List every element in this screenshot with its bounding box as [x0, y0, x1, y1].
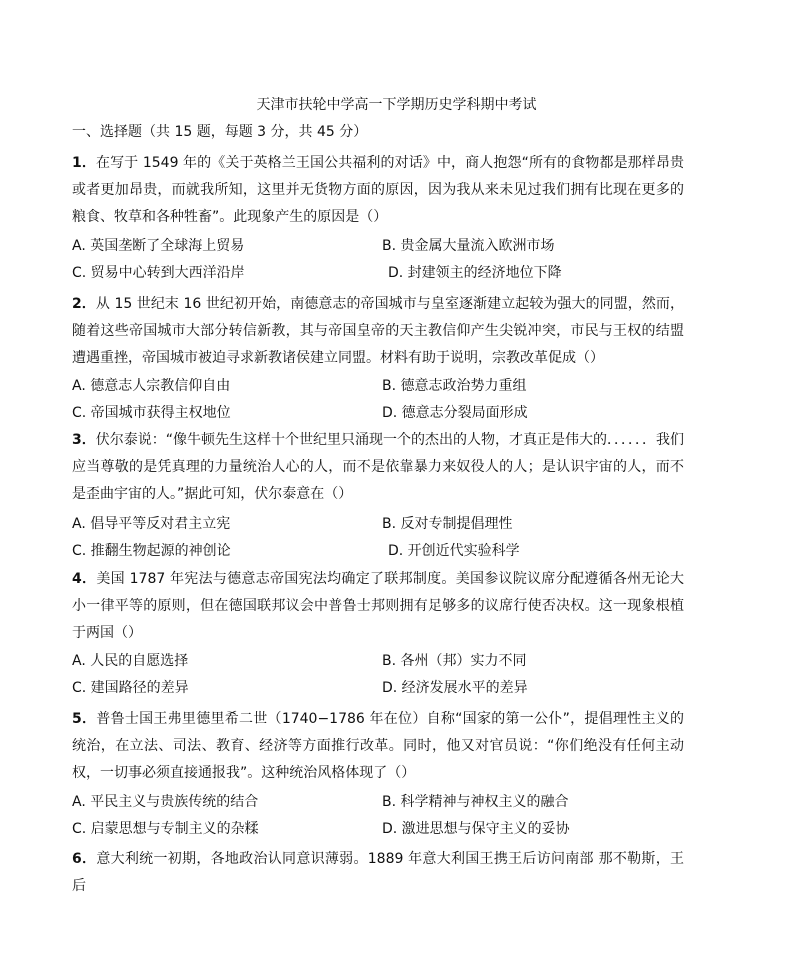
option-c: C. 建国路径的差异	[72, 680, 189, 696]
option-a: A. 德意志人宗教信仰自由	[72, 378, 231, 394]
question-5-options	[72, 789, 684, 843]
question-number: 1．	[72, 155, 96, 171]
option-d: D. 封建领主的经济地位下降	[388, 265, 562, 281]
question-number: 6．	[72, 851, 97, 867]
question-number: 3．	[72, 432, 96, 448]
option-b: B. 德意志政治势力重组	[382, 378, 527, 394]
option-d: D. 德意志分裂局面形成	[382, 405, 528, 421]
option-a: A. 人民的自愿选择	[72, 653, 189, 669]
question-text: 伏尔泰说：“像牛顿先生这样十个世纪里只涌现一个的杰出的人物，才真正是伟大的．．．．．．我们应当尊敬的是凭真理的力量统治人心的人，而不是依靠暴力来奴役人的人；是认识宇宙的人，而不是歪曲宇宙的人。”据此可知，伏尔泰意在（）	[72, 432, 685, 502]
question-2-options	[72, 373, 684, 427]
option-c: C. 推翻生物起源的神创论	[72, 543, 231, 559]
question-3	[72, 427, 684, 508]
question-1	[72, 150, 684, 231]
option-b: B. 反对专制提倡理性	[382, 516, 513, 532]
option-a: A. 英国垄断了全球海上贸易	[72, 238, 245, 254]
exam-title: 天津市扶轮中学高一下学期历史学科期中考试	[256, 97, 537, 113]
question-3-options	[72, 511, 684, 565]
option-b: B. 各州（邦）实力不同	[382, 653, 527, 669]
question-text: 在写于 1549 年的《关于英格兰王国公共福利的对话》中，商人抱怨“所有的食物都是那样昂贵或者更加昂贵，而就我所知，这里并无货物方面的原因，因为我从来未见过我们拥有比现在更多的粮食、牧草和各种牲畜”。此现象产生的原因是（）	[72, 155, 685, 225]
option-a: A. 倡导平等反对君主立宪	[72, 516, 231, 532]
question-6	[72, 846, 684, 900]
question-number: 5．	[72, 711, 97, 727]
option-b: B. 科学精神与神权主义的融合	[382, 794, 569, 810]
question-2	[72, 291, 684, 372]
option-c: C. 贸易中心转到大西洋沿岸	[72, 265, 245, 281]
section-heading: 一、选择题（共 15 题，每题 3 分，共 45 分）	[72, 124, 368, 140]
question-text: 意大利统一初期，各地政治认同意识薄弱。1889 年意大利国王携王后访问南部 那不勒斯，王后	[72, 851, 685, 894]
question-1-options	[72, 233, 684, 287]
option-c: C. 帝国城市获得主权地位	[72, 405, 231, 421]
option-a: A. 平民主义与贵族传统的结合	[72, 794, 259, 810]
option-d: D. 开创近代实验科学	[388, 543, 520, 559]
question-number: 4．	[72, 571, 97, 587]
option-b: B. 贵金属大量流入欧洲市场	[382, 238, 555, 254]
question-4	[72, 566, 684, 647]
question-number: 2．	[72, 296, 96, 312]
option-d: D. 经济发展水平的差异	[382, 680, 528, 696]
question-5	[72, 706, 684, 787]
question-text: 从 15 世纪末 16 世纪初开始，南德意志的帝国城市与皇室逐渐建立起较为强大的同盟，然而，随着这些帝国城市大部分转信新教，其与帝国皇帝的天主教信仰产生尖锐冲突，市民与王权的结盟遭遇重挫，帝国城市被迫寻求新教诸侯建立同盟。材料有助于说明，宗教改革促成（）	[72, 296, 684, 366]
question-text: 美国 1787 年宪法与德意志帝国宪法均确定了联邦制度。美国参议院议席分配遵循各州无论大小一律平等的原则，但在德国联邦议会中普鲁士邦则拥有足够多的议席行使否决权。这一现象根植于两国（）	[72, 571, 685, 641]
question-text: 普鲁士国王弗里德里希二世（1740−1786 年在位）自称“国家的第一公仆”，提倡理性主义的统治，在立法、司法、教育、经济等方面推行改革。同时，他又对官员说：“你们绝没有任何主动权，一切事必须直接通报我”。这种统治风格体现了（）	[72, 711, 684, 781]
option-c: C. 启蒙思想与专制主义的杂糅	[72, 821, 259, 837]
question-4-options	[72, 648, 684, 702]
option-d: D. 激进思想与保守主义的妥协	[382, 821, 570, 837]
